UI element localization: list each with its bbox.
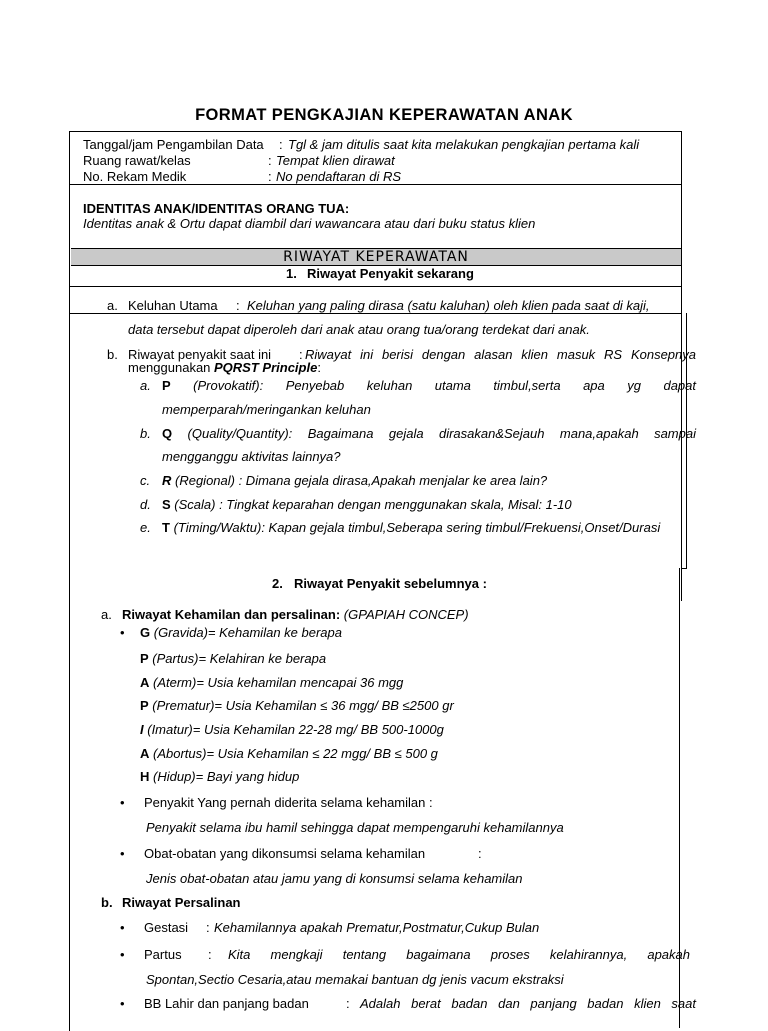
obat-label: Obat-obatan yang dikonsumsi selama kehamilan xyxy=(144,846,426,861)
pqrst-letter-p: P xyxy=(162,378,171,393)
item-b-text2 xyxy=(128,360,321,376)
underline-medrec xyxy=(525,184,681,185)
item-b-text2-plain: menggunakan xyxy=(128,360,215,375)
header-row-medrec-value: No pendaftaran di RS xyxy=(276,169,402,184)
item-b-label: Riwayat penyakit saat ini xyxy=(128,347,272,362)
obat-sep: : xyxy=(478,846,482,861)
pqrst-marker-t: e. xyxy=(140,520,151,535)
partus-label: Partus xyxy=(144,947,182,962)
header-row-room-value: Tempat klien dirawat xyxy=(276,153,395,168)
header-box-top-border xyxy=(69,131,682,132)
penyakit-label: Penyakit Yang pernah diderita selama kehamilan : xyxy=(144,795,433,810)
pqrst-marker-q: b. xyxy=(140,426,151,441)
pqrst-letter-q: Q xyxy=(162,426,173,441)
pqrst-text-r: (Regional) : Dimana gejala dirasa,Apakah menjalar ke area lain? xyxy=(171,473,548,488)
persalinan-title: Riwayat Persalinan xyxy=(122,895,241,910)
sub2-number: 2. xyxy=(272,576,283,591)
persalinan-marker: b. xyxy=(101,895,113,910)
pqrst-line2-p: memperparah/meringankan keluhan xyxy=(162,402,371,417)
gpapiah-letter-g: G xyxy=(140,625,151,640)
gestasi-bullet: • xyxy=(120,920,125,935)
bb-bullet: • xyxy=(120,996,125,1011)
header-row-medrec-sep: : xyxy=(268,169,272,184)
gpapiah-text-p2: (Prematur)= Usia Kehamilan ≤ 36 mgg/ BB ≤2500 gr xyxy=(148,698,454,713)
item-a-marker: a. xyxy=(107,298,118,313)
pqrst-letter-s: S xyxy=(162,497,171,512)
pqrst-line-s xyxy=(162,497,572,513)
header-box-right-border xyxy=(681,131,682,601)
right-edge-upper xyxy=(681,286,682,298)
gpapiah-item-g xyxy=(140,625,342,641)
pqrst-marker-s: d. xyxy=(140,497,151,512)
kehamilan-heading xyxy=(122,607,469,623)
partus-sep: : xyxy=(208,947,212,962)
obat-bullet: • xyxy=(120,846,125,861)
gestasi-text: Kehamilannya apakah Prematur,Postmatur,Cukup Bulan xyxy=(214,920,540,935)
gpapiah-letter-p1: P xyxy=(140,651,149,666)
pqrst-line-t xyxy=(162,520,660,536)
penyakit-text: Penyakit selama ibu hamil sehingga dapat mempengaruhi kehamilannya xyxy=(146,820,564,835)
gpapiah-item-p2 xyxy=(140,698,454,714)
partus-text2: Spontan,Sectio Cesaria,atau memakai bantuan dg jenis vacum ekstraksi xyxy=(146,972,564,987)
gpapiah-text-a1: (Aterm)= Usia kehamilan mencapai 36 mgg xyxy=(149,675,404,690)
item-b-text2-end: : xyxy=(317,360,321,375)
kehamilan-suffix: (GPAPIAH CONCEP) xyxy=(340,607,469,622)
identity-text: Identitas anak & Ortu dapat diambil dari wawancara atau dari buku status klien xyxy=(83,216,536,231)
gpapiah-text-p1: (Partus)= Kelahiran ke berapa xyxy=(148,651,327,666)
item-a-sep: : xyxy=(236,298,240,313)
item-b-marker: b. xyxy=(107,347,118,362)
partus-bullet: • xyxy=(120,947,125,962)
sub2-title: Riwayat Penyakit sebelumnya : xyxy=(294,576,487,591)
bb-text: Adalah berat badan dan panjang badan klien saat xyxy=(360,996,696,1011)
gpapiah-text-g: (Gravida)= Kehamilan ke berapa xyxy=(150,625,342,640)
gpapiah-item-h xyxy=(140,769,299,785)
kehamilan-marker: a. xyxy=(101,607,112,622)
bb-sep: : xyxy=(346,996,350,1011)
pqrst-principle-label: PQRST Principle xyxy=(214,360,318,375)
gpapiah-item-a1 xyxy=(140,675,403,691)
sub1-bottom-border xyxy=(69,286,682,287)
pqrst-text-q: (Quality/Quantity): Bagaimana gejala dirasakan&Sejauh mana,apakah sampai xyxy=(172,426,696,441)
kehamilan-title: Riwayat Kehamilan dan persalinan: xyxy=(122,607,341,622)
right-margin-tick xyxy=(681,568,687,569)
pqrst-text-t: (Timing/Waktu): Kapan gejala timbul,Seberapa sering timbul/Frekuensi,Onset/Durasi xyxy=(169,520,661,535)
bb-label: BB Lahir dan panjang badan xyxy=(144,996,309,1011)
header-row-medrec-label: No. Rekam Medik xyxy=(83,169,187,184)
gestasi-sep: : xyxy=(206,920,210,935)
header-row-room-label: Ruang rawat/kelas xyxy=(83,153,191,168)
header-row-room-sep: : xyxy=(268,153,272,168)
sub1-number: 1. xyxy=(286,266,297,281)
pqrst-text-p: (Provokatif): Penyebab keluhan utama timbul,serta apa yg dapat xyxy=(170,378,696,393)
gpapiah-letter-p2: P xyxy=(140,698,149,713)
item-b-text1: Riwayat ini berisi dengan alasan klien masuk RS Konsepnya xyxy=(305,347,696,362)
gpapiah-letter-i: I xyxy=(140,722,144,737)
gpapiah-text-a2: (Abortus)= Usia Kehamilan ≤ 22 mgg/ BB ≤ 500 g xyxy=(149,746,438,761)
pqrst-marker-r: c. xyxy=(140,473,151,488)
pqrst-line2-q: mengganggu aktivitas lainnya? xyxy=(162,449,341,464)
gpapiah-letter-h: H xyxy=(140,769,150,784)
gpapiah-text-i: (Imatur)= Usia Kehamilan 22-28 mg/ BB 500-1000g xyxy=(143,722,444,737)
gpapiah-item-a2 xyxy=(140,746,438,762)
gpapiah-item-i xyxy=(140,722,444,738)
item-a-label: Keluhan Utama xyxy=(128,298,218,313)
header-row-date-value: Tgl & jam ditulis saat kita melakukan pengkajian pertama kali xyxy=(288,137,640,152)
pqrst-line-p xyxy=(162,378,696,394)
obat-text: Jenis obat-obatan atau jamu yang di konsumsi selama kehamilan xyxy=(146,871,523,886)
partus-text: Kita mengkaji tentang bagaimana proses kelahirannya, apakah xyxy=(228,947,690,962)
penyakit-bullet: • xyxy=(120,795,125,810)
pqrst-line-q xyxy=(162,426,696,442)
item-a-text2: data tersebut dapat diperoleh dari anak atau orang tua/orang terdekat dari anak. xyxy=(128,322,590,337)
pqrst-letter-t: T xyxy=(162,520,170,535)
gpapiah-letter-a1: A xyxy=(140,675,150,690)
pqrst-letter-r: R xyxy=(162,473,172,488)
gpapiah-bullet: • xyxy=(120,625,125,640)
gpapiah-letter-a2: A xyxy=(140,746,150,761)
gpapiah-text-h: (Hidup)= Bayi yang hidup xyxy=(149,769,300,784)
gestasi-label: Gestasi xyxy=(144,920,189,935)
item-b-sep: : xyxy=(299,347,303,362)
header-box-left-border xyxy=(69,131,70,1031)
section-title-bar: RIWAYAT KEPERAWATAN xyxy=(71,248,681,266)
pqrst-text-s: (Scala) : Tingkat keparahan dengan menggunakan skala, Misal: 1-10 xyxy=(170,497,572,512)
item-a-text1: Keluhan yang paling dirasa (satu kaluhan) oleh klien pada saat di kaji, xyxy=(247,298,650,313)
pqrst-line-r xyxy=(162,473,547,489)
pqrst-marker-p: a. xyxy=(140,378,151,393)
identity-heading: IDENTITAS ANAK/IDENTITAS ORANG TUA: xyxy=(83,201,350,216)
document-title: FORMAT PENGKAJIAN KEPERAWATAN ANAK xyxy=(195,106,573,124)
gpapiah-item-p1 xyxy=(140,651,326,667)
header-row-date-sep: : xyxy=(279,137,283,152)
header-row-date-label: Tanggal/jam Pengambilan Data xyxy=(83,137,264,152)
sub1-title: Riwayat Penyakit sekarang xyxy=(307,266,474,281)
